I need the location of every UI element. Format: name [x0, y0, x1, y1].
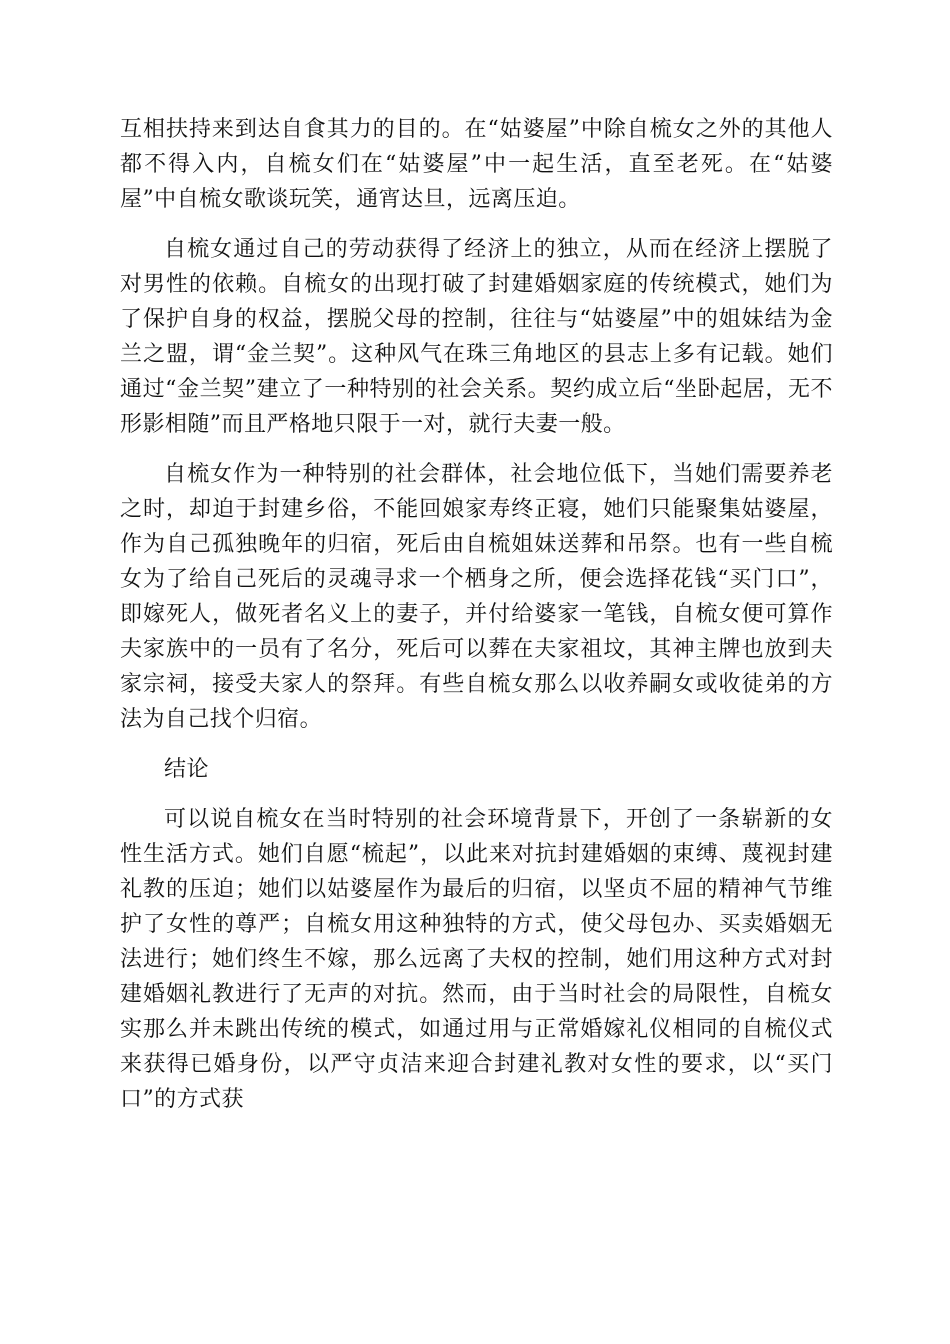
paragraph-conclusion: 可以说自梳女在当时特别的社会环境背景下，开创了一条崭新的女性生活方式。她们自愿“梳起”，以此来对抗封建婚姻的束缚、蔑视封建礼教的压迫；她们以姑婆屋作为最后的归宿，以坚贞不屈的精神气节维护了女性的尊严；自梳女用这种独特的方式，使父母包办、买卖婚姻无法进行；她们终生不嫁，那么远离了夫权的控制，她们用这种方式对封建婚姻礼教进行了无声的对抗。然而，由于当时社会的局限性，自梳女实那么并未跳出传统的模式，如通过用与正常婚嫁礼仪相同的自梳仪式来获得已婚身份，以严守贞洁来迎合封建礼教对女性的要求，以“买门口”的方式获	[120, 807, 833, 1112]
paragraph-social-status: 自梳女作为一种特别的社会群体，社会地位低下，当她们需要养老之时，却迫于封建乡俗，不能回娘家寿终正寝，她们只能聚集姑婆屋，作为自己孤独晚年的归宿，死后由自梳姐妹送葬和吊祭。也有一些自梳女为了给自己死后的灵魂寻求一个栖身之所，便会选择花钱“买门口”，即嫁死人，做死者名义上的妻子，并付给婆家一笔钱，自梳女便可算作夫家族中的一员有了名分，死后可以葬在夫家祖坟，其神主牌也放到夫家宗祠，接受夫家人的祭拜。有些自梳女那么以收养嗣女或收徒弟的方法为自己找个归宿。	[120, 462, 833, 732]
document-page	[120, 112, 833, 1132]
paragraph-economic-independence: 自梳女通过自己的劳动获得了经济上的独立，从而在经济上摆脱了对男性的依赖。自梳女的出现打破了封建婚姻家庭的传统模式，她们为了保护自身的权益，摆脱父母的控制，往往与“姑婆屋”中的姐妹结为金兰之盟，谓“金兰契”。这种风气在珠三角地区的县志上多有记载。她们通过“金兰契”建立了一种特别的社会关系。契约成立后“坐卧起居，无不形影相随”而且严格地只限于一对，就行夫妻一般。	[120, 237, 833, 437]
paragraph-continuation: 互相扶持来到达自食其力的目的。在“姑婆屋”中除自梳女之外的其他人都不得入内，自梳女们在“姑婆屋”中一起生活，直至老死。在“姑婆屋”中自梳女歌谈玩笑，通宵达旦，远离压迫。	[120, 117, 833, 212]
section-heading-conclusion: 结论	[164, 757, 209, 782]
